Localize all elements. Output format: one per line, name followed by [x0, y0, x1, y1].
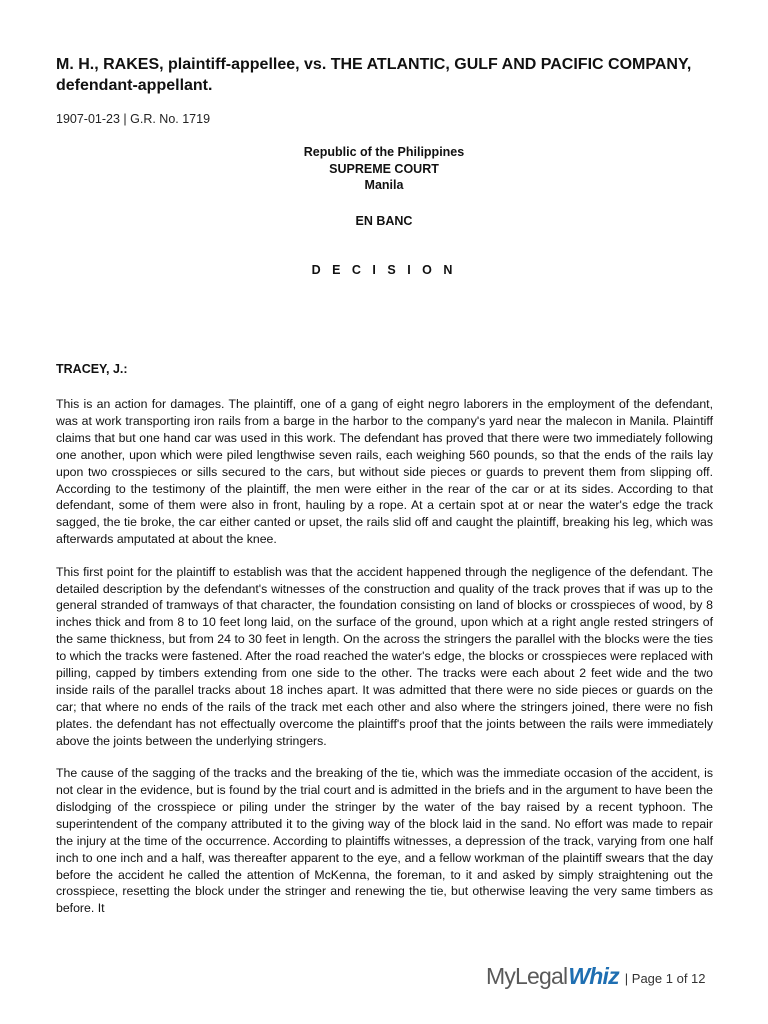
case-title: M. H., RAKES, plaintiff-appellee, vs. THE ATLANTIC, GULF AND PACIFIC COMPANY, defendant-appellant. [56, 56, 692, 94]
body-paragraph: This is an action for damages. The plaintiff, one of a gang of eight negro laborers in the employment of the defendant, was at work transporting iron rails from a barge in the harbor to the company's yard near the malecon in Manila. Plaintiff claims that but one hand car was used in this work. The defendant has proved that there were two immediately following one another, upon which were piled lengthwise seven rails, each weighing 560 pounds, so that the ends of the rails lay upon two crosspieces or sills secured to the cars, but without side pieces or guards to prevent them from slipping off. According to the testimony of the plaintiff, the men were either in the rear of the car or at its sides. According to that defendant, some of them were also in front, hauling by a rope. At a certain spot at or near the water's edge the track sagged, the tie broke, the car either canted or upset, the rails slid off and caught the plaintiff, breaking his leg, which was afterwards amputated at about the knee. [56, 397, 713, 547]
body-paragraph: This first point for the plaintiff to establish was that the accident happened through the negligence of the defendant. The detailed description by the defendant's witnesses of the construction and quality of the track proves that if was up to the general stranded of tramways of that character, the foundation consisting on land of blocks or crosspieces of wood, by 8 inches thick and from 8 to 10 feet long laid, on the surface of the ground, upon which at a right angle rested stringers of the same thickness, but from 24 to 30 feet in length. On the across the stringers the parallel with the blocks were the ties to which the tracks were fastened. After the road reached the water's edge, the blocks or crosspieces were replaced with pilling, capped by timbers extending from one side to the other. The tracks were each about 2 feet wide and the two inside rails of the parallel tracks about 18 inches apart. It was admitted that there were no side pieces or guards on the car; that where no ends of the rails of the track met each other and also where the stringers joined, there were no fish plates. the defendant has not effectually overcome the plaintiff's proof that the joints between the rails were immediately above the joints between the underlying stringers. [56, 564, 713, 748]
logo-text-accent: Whiz [568, 962, 619, 989]
court-line-location: Manila [364, 178, 404, 192]
body-paragraph: The cause of the sagging of the tracks and the breaking of the tie, which was the immediate occasion of the accident, is not clear in the evidence, but is found by the trial court and is admitted in the briefs and in the argument to have been the dislodging of the crosspiece or piling under the stringer by the water of the bay raised by a recent typhoon. The superintendent of the company attributed it to the giving way of the block laid in the sand. No effort was made to repair the injury at the time of the occurrence. According to plaintiffs witnesses, a depression of the track, varying from one half inch to one inch and a half, was thereafter apparent to the eye, and a fellow workman of the plaintiff swears that the day before the accident he called the attention of McKenna, the foreman, to it and asked by simply straightening out the crosspiece, resetting the block under the stringer and renewing the tie, but otherwise leaving the very same timbers as before. It [56, 766, 713, 916]
decision-heading: D E C I S I O N [311, 263, 457, 277]
judge-name: TRACEY, J.: [56, 362, 128, 376]
page-footer [486, 962, 706, 990]
en-banc-heading: EN BANC [355, 214, 413, 228]
court-line-republic: Republic of the Philippines [303, 145, 465, 159]
mylegalwhiz-logo[interactable] [486, 963, 619, 990]
decision-body [56, 396, 713, 933]
case-date-and-number: 1907-01-23 | G.R. No. 1719 [56, 112, 211, 126]
court-line-supreme-court: SUPREME COURT [329, 161, 439, 176]
page-indicator: | Page 1 of 12 [624, 970, 706, 986]
court-header [0, 144, 768, 194]
logo-text-main: MyLegal [486, 962, 568, 989]
